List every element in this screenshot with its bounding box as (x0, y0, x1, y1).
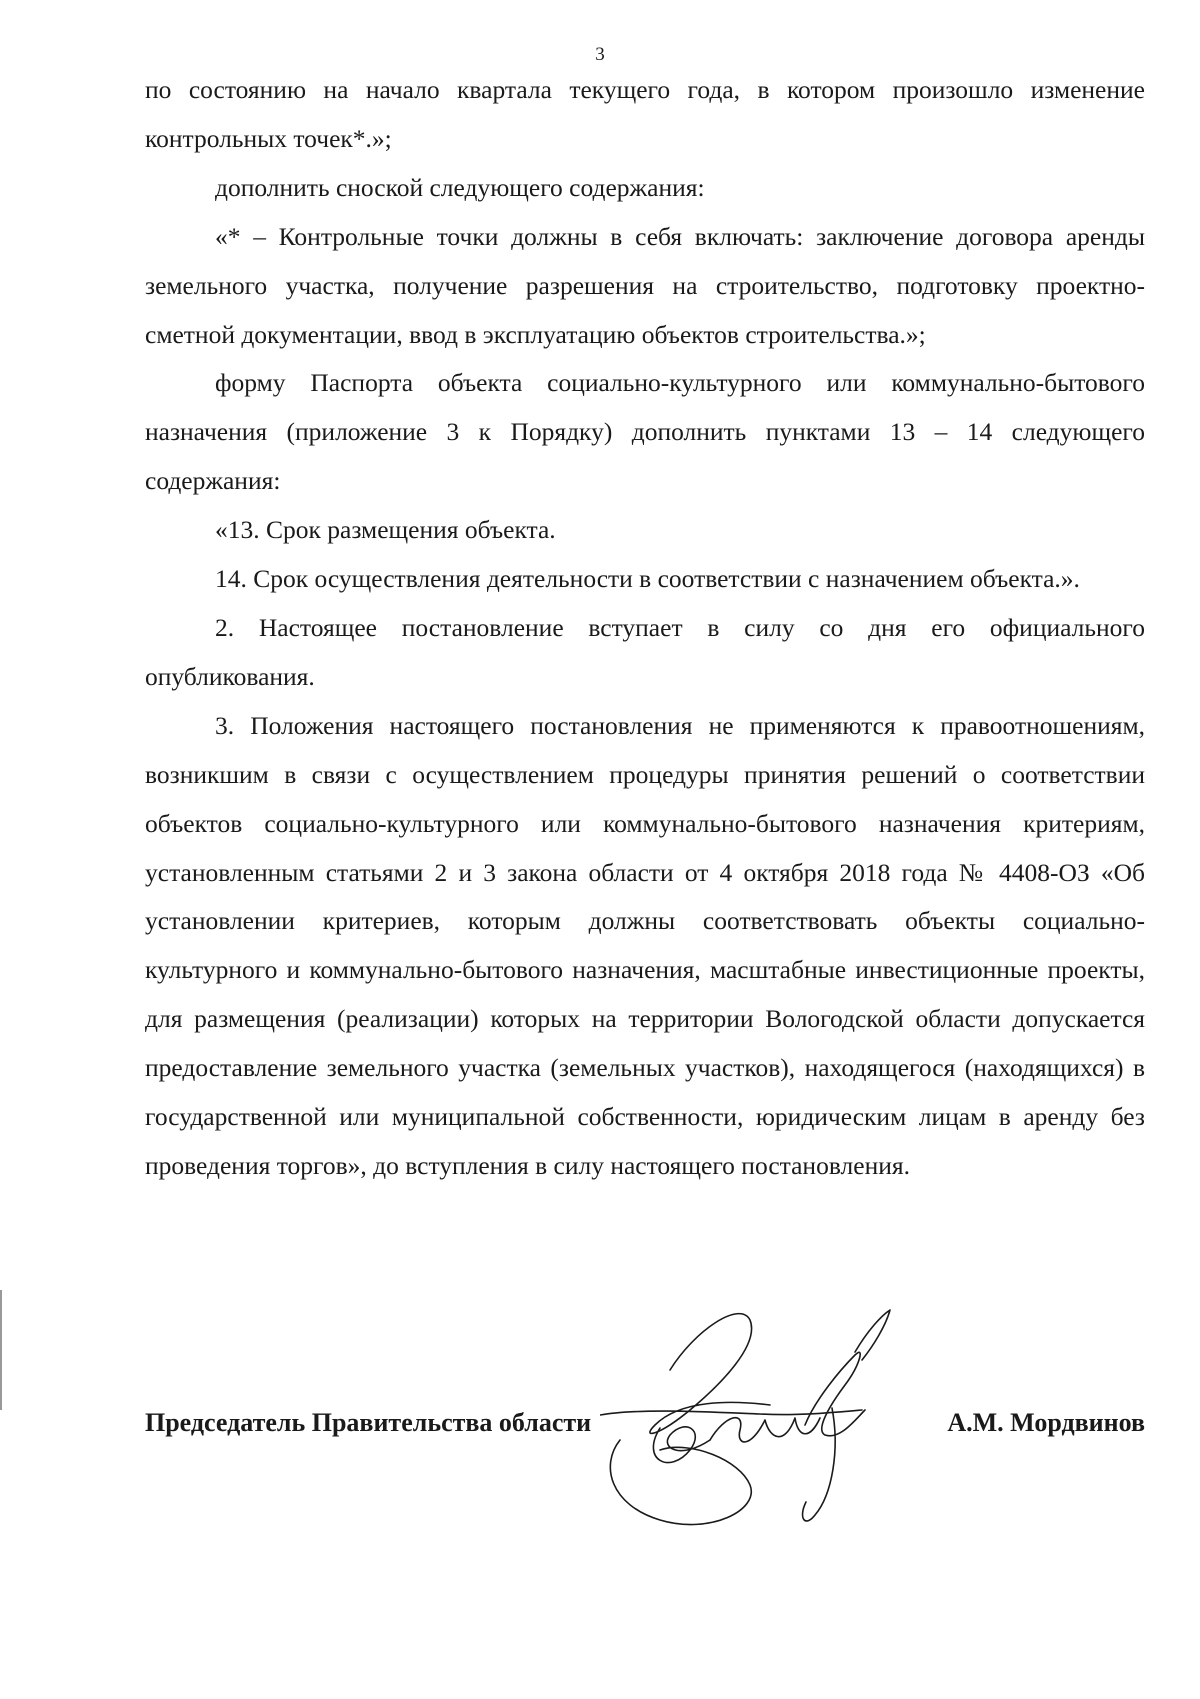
handwritten-signature (600, 1290, 930, 1550)
paragraph-item-14: 14. Срок осуществления деятельности в соответствии с назначением объекта.». (215, 564, 1080, 594)
page-number: 3 (595, 44, 605, 65)
signatory-title: Председатель Правительства области (145, 1408, 592, 1437)
paragraph-footnote-text: «* – Контрольные точки должны в себя включать: заключение договора аренды земельного участка, получение разрешения на строительство, подготовку проектно-сметной документации, ввод в эксплуатацию объектов строительства.»; (145, 221, 1145, 349)
scan-edge-mark-left (0, 1290, 2, 1410)
signatory-name: А.М. Мордвинов (947, 1408, 1145, 1437)
paragraph-clause-3: 3. Положения настоящего постановления не применяются к правоотношениям, возникшим в связи с осуществлением процедуры принятия решений о соответствии объектов социально-культурного или коммунально-бытового назначения критериям, установленным статьями 2 и 3 закона области от 4 октября 2018 года № 4408-ОЗ «Об установлении критериев, которым должны соответствовать объекты социально-культурного и коммунально-бытового назначения, масштабные инвестиционные проекты, для размещения (реализации) которых на территории Вологодской области допускается предоставление земельного участка (земельных участков), находящегося (находящихся) в государственной или муниципальной собственности, юридическим лицам в аренду без проведения торгов», до вступления в силу настоящего постановления. (145, 710, 1145, 1180)
paragraph-clause-2: 2. Настоящее постановление вступает в силу со дня его официального опубликования. (145, 612, 1145, 691)
document-body (145, 66, 1145, 1191)
paragraph-continuation: по состоянию на начало квартала текущего года, в котором произошло изменение контрольных точек*.»; (145, 75, 1145, 153)
paragraph-passport-form: форму Паспорта объекта социально-культурного или коммунально-бытового назначения (приложение 3 к Порядку) дополнить пунктами 13 – 14 следующего содержания: (145, 368, 1145, 496)
paragraph-item-13: «13. Срок размещения объекта. (215, 515, 556, 545)
paragraph-footnote-intro: дополнить сноской следующего содержания: (215, 172, 705, 202)
